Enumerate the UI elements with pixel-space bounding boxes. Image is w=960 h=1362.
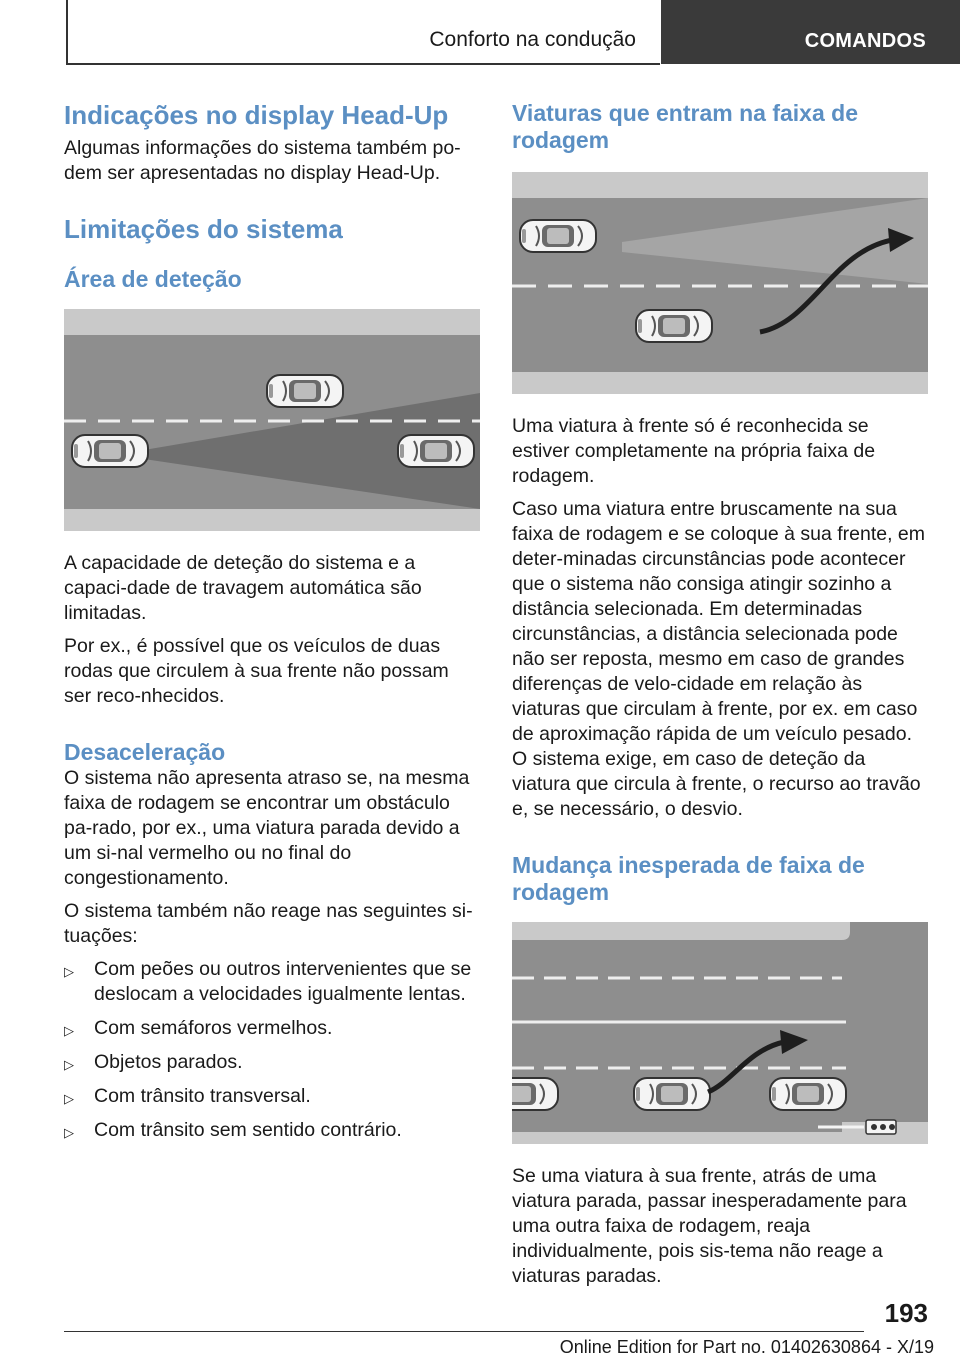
para-headup: Algumas informações do sistema também po-dem ser apresentadas no display Head-Up. bbox=[64, 137, 461, 184]
heading-unexpected-lane-change: Mudança inesperada de faixa de rodagem bbox=[512, 852, 865, 905]
triangle-bullet-icon: ▷ bbox=[64, 1091, 74, 1106]
header-chapter-tab bbox=[661, 0, 960, 64]
heading-system-limits: Limitações do sistema bbox=[64, 214, 343, 244]
heading-vehicles-entering: Viaturas que entram na faixa de rodagem bbox=[512, 100, 858, 153]
heading-detection-area: Área de deteção bbox=[64, 266, 242, 292]
para-decel-1: O sistema não apresenta atraso se, na mesma faixa de rodagem se encontrar um obstáculo pa-rado, por ex., uma viatura parada devido a um si-nal vermelho ou no final do congestionamento. bbox=[64, 767, 470, 889]
figure-vehicles-entering bbox=[512, 172, 928, 394]
figure-detection-area bbox=[64, 309, 480, 531]
list-item: ▷ Objetos parados. bbox=[64, 1050, 480, 1075]
triangle-bullet-icon: ▷ bbox=[64, 964, 74, 979]
situations-list bbox=[64, 957, 480, 1143]
header-rule-vertical bbox=[66, 0, 68, 64]
para-area-1: A capacidade de deteção do sistema e a capaci-dade de travagem automática são limitadas. bbox=[64, 552, 422, 624]
list-item: ▷ Com peões ou outros intervenientes que se deslocam a velocidades igualmente lentas. bbox=[64, 958, 472, 1005]
header-section-title: Conforto na condução bbox=[429, 28, 636, 51]
list-item: ▷ Com semáforos vermelhos. bbox=[64, 1016, 480, 1041]
para-entering-1: Uma viatura à frente só é reconhecida se estiver completamente na própria faixa de rodagem. bbox=[512, 415, 876, 487]
triangle-bullet-icon: ▷ bbox=[64, 1125, 74, 1140]
list-item: ▷ Com trânsito sem sentido contrário. bbox=[64, 1118, 480, 1143]
list-item: ▷ Com trânsito transversal. bbox=[64, 1084, 480, 1109]
triangle-bullet-icon: ▷ bbox=[64, 1057, 74, 1072]
figure-unexpected-lane-change bbox=[512, 922, 928, 1144]
heading-headup: Indicações no display Head-Up bbox=[64, 100, 449, 130]
triangle-bullet-icon: ▷ bbox=[64, 1023, 74, 1038]
para-area-2: Por ex., é possível que os veículos de duas rodas que circulem à sua frente não possam ser reco-nhecidos. bbox=[64, 635, 449, 707]
para-entering-2: Caso uma viatura entre bruscamente na sua faixa de rodagem e se coloque à sua frente, em deter-minadas circunstâncias pode acontecer que o sistema não consiga atingir sozinho a distância selecionada. Em determinadas circunstâncias, a distância selecionada pode não ser reposta, mesmo em caso de grandes diferenças de velo-cidade em relação às viaturas que circulam à frente, por ex. em caso de aproximação rápida de um veículo pesado. O sistema exige, em caso de deteção da viatura que circula à frente, o recurso ao travão e, se necessário, o desvio. bbox=[512, 498, 926, 820]
right-column bbox=[512, 100, 928, 1297]
footer-rule bbox=[64, 1331, 864, 1332]
page-number: 193 bbox=[884, 1298, 928, 1328]
footer-edition: Online Edition for Part no. 01402630864 - X/19 bbox=[559, 1337, 934, 1357]
heading-deceleration: Desaceleração bbox=[64, 739, 226, 765]
para-lane-change: Se uma viatura à sua frente, atrás de uma viatura parada, passar inesperadamente para uma outra faixa de rodagem, reaja individualmente, pois sis-tema não reage a viaturas paradas. bbox=[512, 1165, 907, 1287]
para-decel-2: O sistema também não reage nas seguintes si-tuações: bbox=[64, 900, 473, 947]
left-column bbox=[64, 100, 480, 1152]
header-rule-horizontal bbox=[66, 63, 660, 65]
header-chapter-label: COMANDOS bbox=[804, 30, 926, 52]
